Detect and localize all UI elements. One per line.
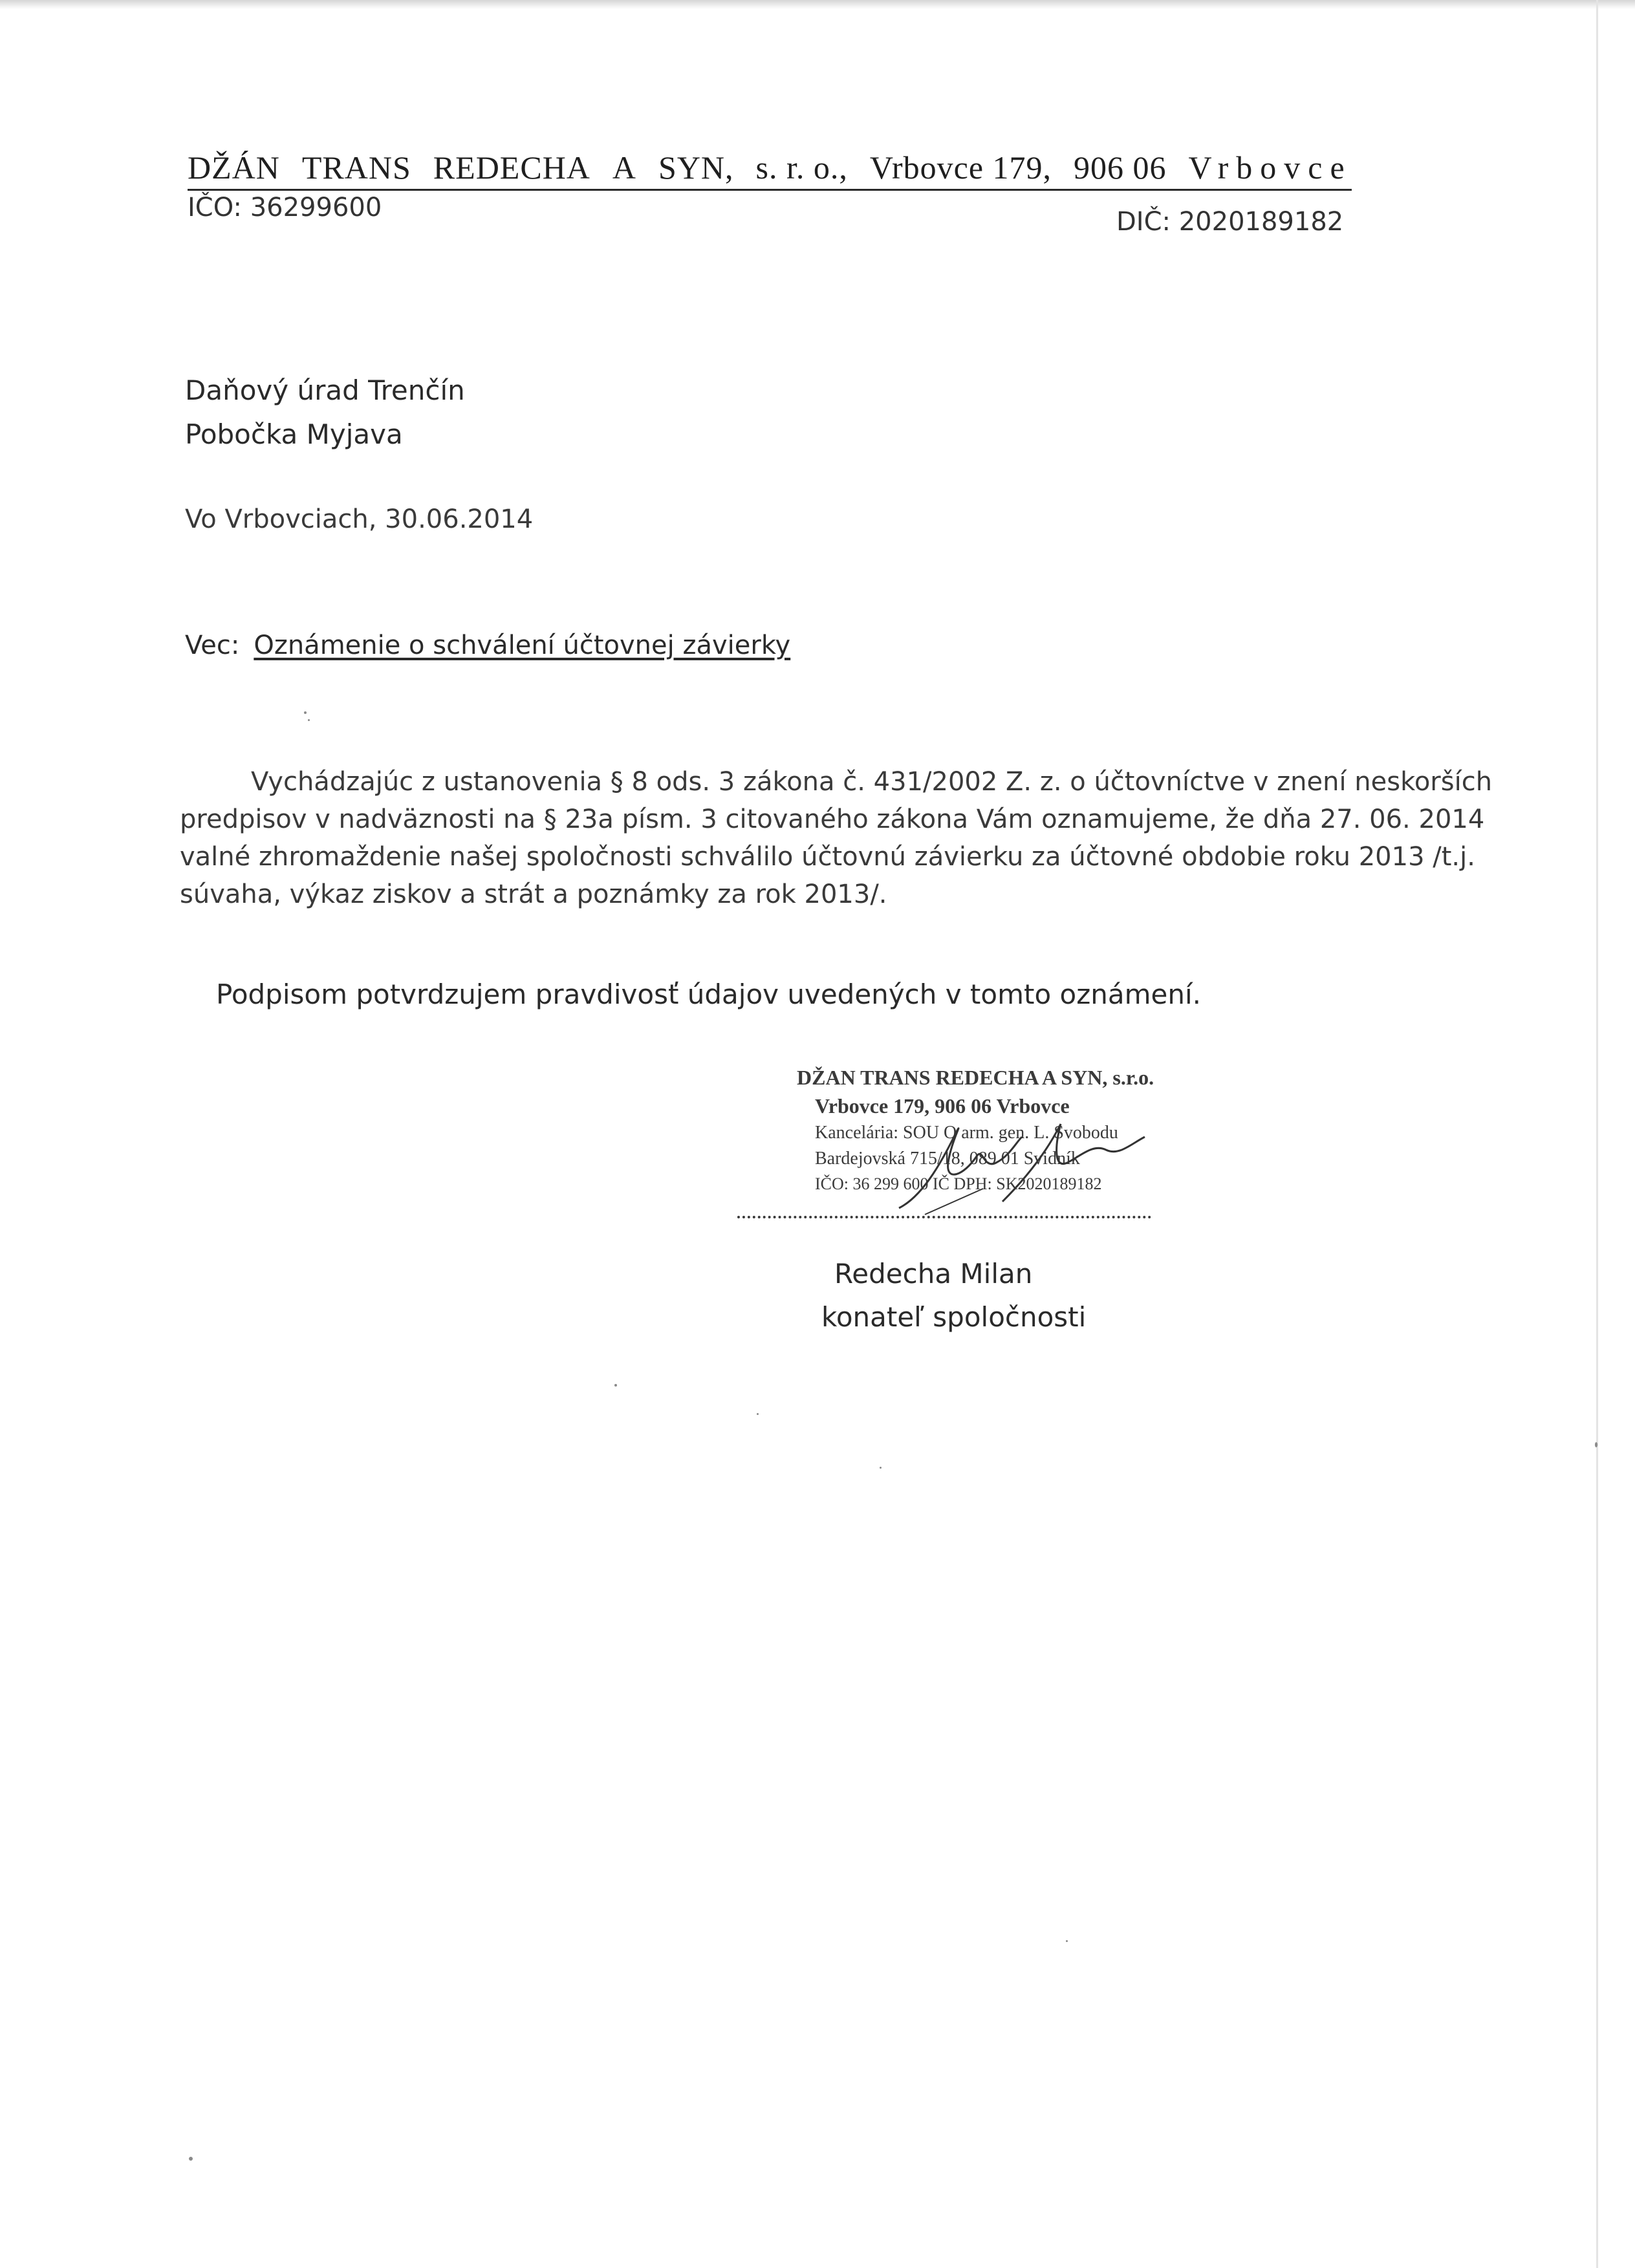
signature-dotted-line — [737, 1216, 1151, 1218]
stamp-line-office: Kancelária: SOU O arm. gen. L. Svobodu — [815, 1123, 1118, 1143]
company-address-street: Vrbovce 179, — [869, 149, 1052, 186]
signer-name: Redecha Milan — [834, 1258, 1033, 1290]
scan-speck — [308, 719, 310, 721]
company-name-word: REDECHA — [433, 149, 590, 186]
company-name-word: SYN, — [658, 149, 734, 186]
subject-text: Oznámenie o schválení účtovnej závierky — [254, 631, 791, 660]
scan-speck — [757, 1413, 759, 1415]
recipient-address — [185, 369, 465, 457]
stamp-line-company: DŽAN TRANS REDECHA A SYN, s.r.o. — [797, 1066, 1154, 1089]
stamp-line-address: Vrbovce 179, 906 06 Vrbovce — [815, 1094, 1070, 1118]
stamp-line-office-address: Bardejovská 715/18, 089 01 Svidník — [815, 1149, 1080, 1169]
scan-speck — [614, 1384, 617, 1387]
scan-speck — [189, 2157, 193, 2161]
company-ico: IČO: 36299600 — [188, 193, 382, 222]
recipient-line-1: Daňový úrad Trenčín — [185, 374, 465, 406]
body-line: valné zhromaždenie našej spoločnosti schválilo účtovnú závierku za účtovné obdobie roku 2013 /t.j. — [180, 842, 1475, 872]
body-line: predpisov v nadväznosti na § 23a písm. 3 citovaného zákona Vám oznamujeme, že dňa 27. 06. 2014 — [180, 805, 1485, 834]
letterhead-underline — [188, 189, 1352, 191]
company-legal-form: s. r. o., — [755, 149, 848, 186]
recipient-line-2: Pobočka Myjava — [185, 418, 403, 450]
subject-label: Vec: — [185, 631, 240, 660]
company-address-town: Vrbovce — [1188, 149, 1352, 186]
company-dic: DIČ: 2020189182 — [1116, 207, 1344, 237]
place-and-date: Vo Vrbovciach, 30.06.2014 — [185, 504, 534, 534]
letterhead — [188, 149, 1358, 252]
company-name-word: TRANS — [301, 149, 411, 186]
scan-speck — [880, 1467, 882, 1469]
company-name-word: A — [612, 149, 637, 186]
company-address-zip: 906 06 — [1074, 149, 1167, 186]
confirmation-sentence: Podpisom potvrdzujem pravdivosť údajov uvedených v tomto oznámení. — [216, 978, 1201, 1010]
stamp-line-ids: IČO: 36 299 600 IČ DPH: SK2020189182 — [815, 1174, 1102, 1193]
company-name-word: DŽÁN — [188, 149, 280, 186]
scan-speck — [304, 711, 307, 714]
scan-edge-top — [0, 0, 1635, 9]
body-line: Vychádzajúc z ustanovenia § 8 ods. 3 zákona č. 431/2002 Z. z. o účtovníctve v znení neskorších — [251, 767, 1493, 797]
scan-speck — [1066, 1940, 1068, 1942]
scan-edge-right — [1596, 0, 1598, 2268]
handwritten-signature — [886, 1118, 1158, 1221]
subject-line — [185, 631, 790, 660]
company-stamp — [737, 1066, 1203, 1221]
company-header-line — [188, 149, 1352, 186]
signer-role: konateľ spoločnosti — [821, 1301, 1087, 1333]
body-paragraph — [180, 763, 1493, 913]
scan-speck — [1595, 1442, 1597, 1447]
body-line: súvaha, výkaz ziskov a strát a poznámky za rok 2013/. — [180, 880, 887, 909]
